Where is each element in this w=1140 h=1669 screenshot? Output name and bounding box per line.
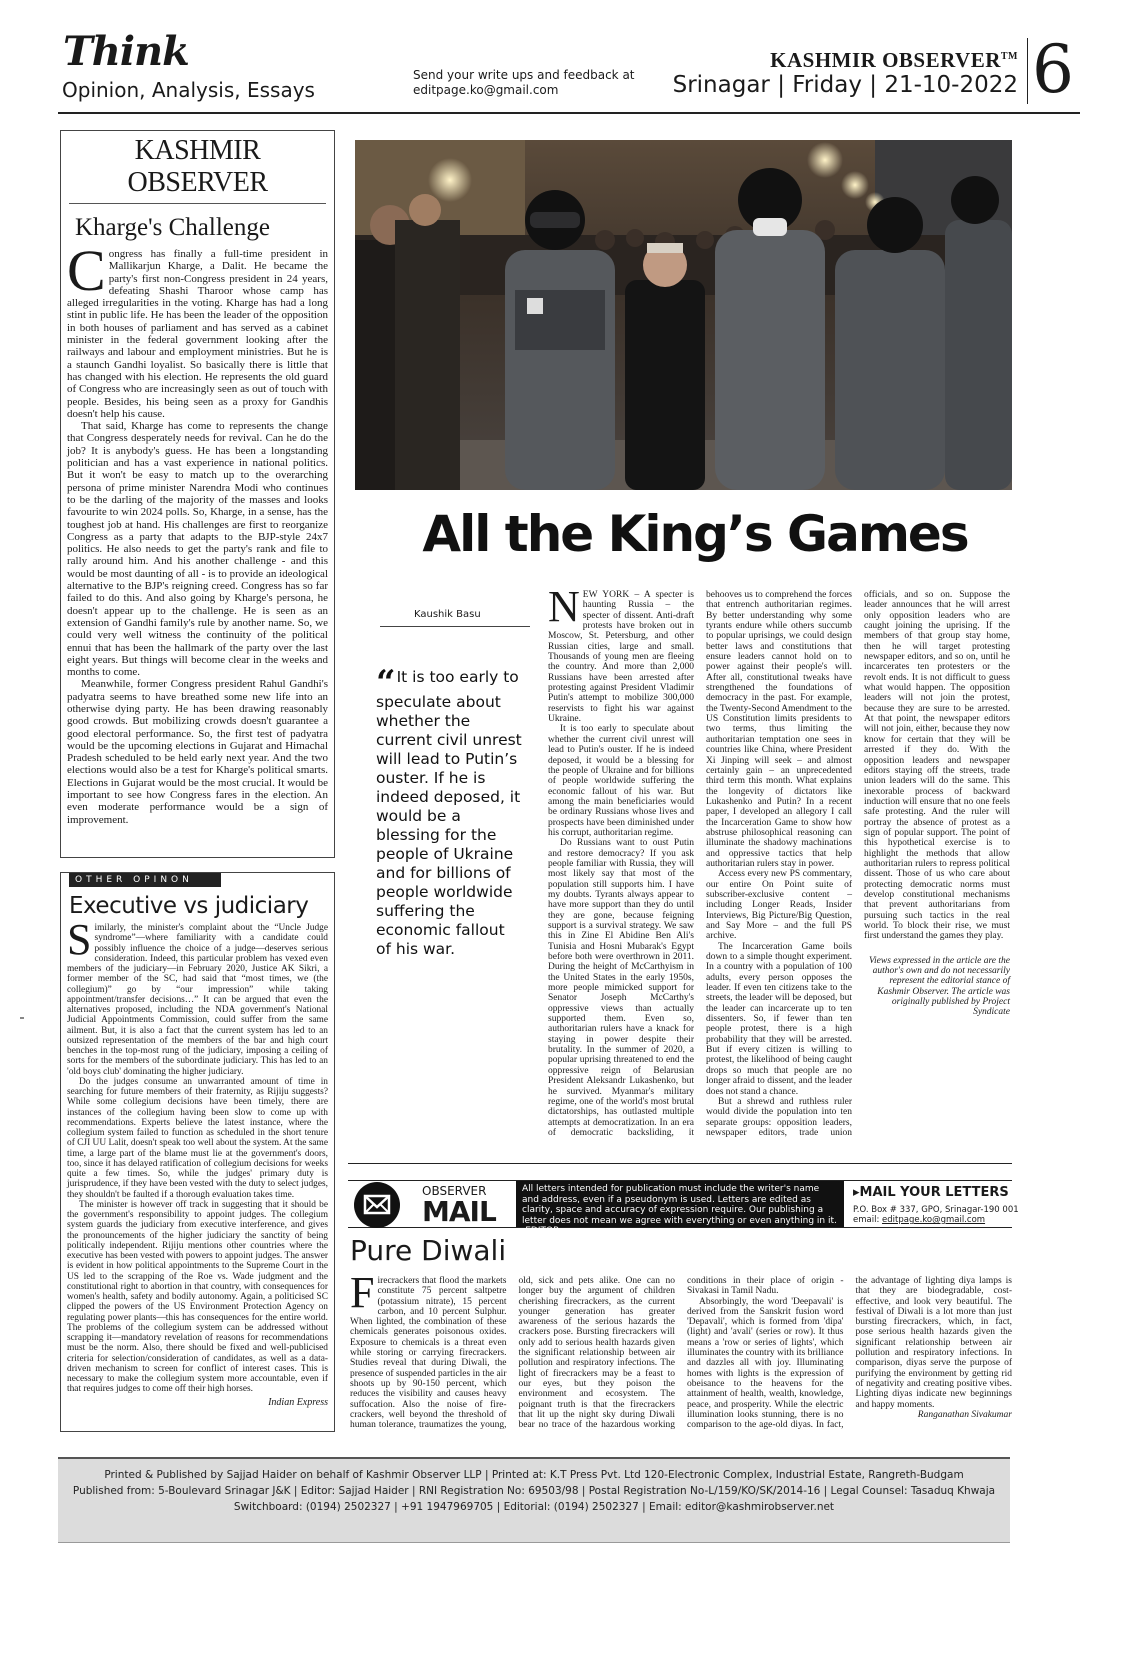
masthead [58,28,1080,114]
postal-address: P.O. Box # 337, GPO, Srinagar-190 001 [853,1205,1019,1215]
other-opinion-paragraph-text: imilarly, the minister's complaint about the “Uncle Judge syndrome”—where familiarity with a candidate could possibly influence the choice of a judge—deserves serious consideration. Indeed, this particular problem has vexed even members of the judiciary—in February 2020, Justice AK Sikri, a former member of the SC, had said that “most times, we (the collegium)” go by “our impression” while taking appointment/transfer decisions…” It can be argued that even the alternatives proposed, including the NDA government's National Judicial Appointments Commission, could suffer from the same ailment. But, it is also a fact that the current system has led to an outsized representation of the members of the bar and high court benches in the top-most rung of the judiciary, imposing a ceiling of sorts for the members of the subordinate judiciary. This has led to an 'old boys club' dominating the higher judiciary. [67,923,328,1077]
quote-mark-icon: “ [376,663,396,703]
letter-author: Ranganathan Sivakumar [917,1409,1012,1420]
imprint-footer [58,1457,1010,1543]
editorial-paragraph [67,238,328,420]
margin-mark [20,1017,24,1019]
letter-paragraph: Absorbingly, the word 'Deepavali' is derived from the Sanskrit fusion word 'Depavali', which is formed from 'dipa' (light) and 'avali' (series or row). It thus means a 'row or series of lights', which illuminates the country with its brilliance and dazzles all with joy. Illuminating homes with lights is the expression of obeisance to the heavens for the attainment of health, wealth, knowledge, peace, and prosperity. While the electric illumination looks stunning, there is no comparison to the age-old diyas. In fact, the advantage of lighting diya lamps is that they are biodegradable, cost-effective, and look very beautiful. The festival of Diwali is a lot more than just bursting firecrackers, which, in fact, pose serious health hazards given the significant relationship between air pollution and respiratory infections. In comparison, diyas serve the purpose of purifying the environment by getting rid of negativity and creating positive vibes. Lighting diyas indicate new beginnings and happy moments. [687,1276,1012,1431]
submission-email[interactable]: editpage.ko@gmail.com [413,83,559,97]
submission-note [413,68,635,98]
other-opinion-headline: Executive vs judiciary [69,893,309,919]
drop-cap: C [67,238,106,303]
article-paragraph: But a shrewd and ruthless ruler would divide the population into ten separate groups: opposition leaders, newspaper editors, trade union officials, and so on. Suppose the leader announces that he will arrest only opposition leaders who are caught joining the uprising. If the members of that group stay home, then he will target protesting newspaper editors, and so on, until he incarcerates ten protesters or the revolt ends. It is not difficult to guess what would happen. The opposition leaders will not join the protest, because they are sure to be arrested. At that point, the newspaper editors will not join, either, because they now know for certain that they will be arrested if they do. With the opposition leaders and newspaper editors staying off the streets, trade union leaders will do the same. This inexorable process of backward induction will ensure that no one feels safe protesting. And the ruler will portray the absence of protest as a sign of popular support. The point of this hypothetical exercise is to highlight the methods that allow authoritarian rulers to repress political dissent. Those of us who care about protecting democratic norms must develop constitutional mechanisms that prevent authoritarians from pursuing such tactics in the real world. To block their rise, we must first understand the games they play. [706,590,1010,1138]
editorial-box-title: KASHMIR OBSERVER [69,131,326,204]
mail-label: MAIL [422,1195,496,1228]
other-opinion-body [67,915,328,1395]
submission-text: Send your write ups and feedback at [413,68,635,82]
protest-photo [355,140,1012,490]
other-opinion-box [60,872,335,1432]
drop-cap: N [548,582,580,631]
email-label: email: [853,1215,880,1225]
editorial-headline: Kharge's Challenge [75,214,270,241]
imprint-line: Switchboard: (0194) 2502327 | +91 1947969705 | Editorial: (0194) 2502327 | Email: editor@kashmirobserver.net [233,1501,835,1513]
other-opinion-paragraph: The minister is however off track in suggesting that it should be the government's responsibility to appoint judges. The collegium system guards the judiciary from executive interference, and gives the pronouncements of the higher judiciary the sanctity of being politically independent. Rijiju mentions other countries where the executive has been vested with powers to appoint judges. The answer is evident in how political appointments to the Supreme Court in the US led to the scrapping of the Roe vs. Wade judgment and the constitutional right to abortion in that country, with consequences for women's health, safety and bodily autonomy. Again, a politicised SC clipped the powers of the US Environment Protection Agency on regulating power plants—this has consequences for the entire world. The problems of the collegium system can be addressed without scrapping it—mandatory revelation of reasons for recommendations must be the norm. Also, there should be fixed and well-publicised criteria for selection/consideration of candidates, as well as a data-driven mechanism to screen for conflict of interest cases. This is necessary to make the collegium system more accountable, even if that requires judges to come off their high horses. [67,1199,328,1395]
protest-photo-illustration [355,140,1012,490]
drop-cap: F [350,1268,375,1317]
editorial-body [67,238,328,826]
imprint-line: Published from: 5-Boulevard Srinagar J&K | Editor: Sajjad Haider | RNI Registration No: 69503/98 | Postal Registration No-L/159/KO/SK/2014-16 | Legal Counsel: Tasaduq Khwaja [72,1485,996,1497]
main-article-body [548,582,1010,1142]
article-paragraph: The Incarceration Game boils down to a simple thought experiment. In a country with a population of 100 adults, every person opposes the leader. If even ten citizens take to the streets, the leader will be deposed, but the leader can incarcerate up to ten dissenters. So, if fewer than ten people protest, there is a high probability that they will be arrested. But if every citizen is willing to protest, the likelihood of being caught drops so much that people are no longer afraid to dissent, and the leader does not stand a chance. [706,941,852,1097]
trademark-mark: TM [1000,51,1018,62]
article-paragraph-text: EW YORK – A specter is haunting Russia – the specter of dissent. Anti-draft protests have broken out in Moscow, St. Petersburg, and other Russian cities, large and small. Thousands of young men are fleeing the country. And more than 2,000 Russians have been arrested after protesting against President Vladimir Putin's attempt to mobilize 300,000 reservists to fight his war against Ukraine. [548,590,694,725]
envelope-icon [354,1182,400,1228]
letter-paragraph-text: irecrackers that flood the markets constitute 75 percent saltpetre (potassium nitrate), 15 percent carbon, and 10 percent Sulphur. When lighted, the combination of these chemicals generates poisonous oxides. Exposure to chemicals is a threat even while storing or carrying firecrackers. Studies reveal that during Diwali, the presence of suspended particles in the air shoots up by 90-150 percent, which reduces the visibility and causes heavy suffocation. Also the noise of fire-crackers, well beyond the threshold of human tolerance, traumatizes the young, old, sick and pets alike. One can no longer buy the argument of children cherishing firecrackers, as the current younger generation has greater awareness of the serious hazards the crackers pose. Bursting firecrackers will only add to serious health hazards given the significant relationship between air pollution and respiratory infections. The light of firecrackers may be a feast to our eyes, but they poison the environment and ecosystem. The poignant truth is that the firecrackers that lit up the night sky during Diwali bear no trace of the hazardous working conditions in their place of origin - Sivakasi in Tamil Nadu. [350,1276,844,1431]
byline: Kaushik Basu [380,605,530,627]
pull-quote-text: It is too early to speculate about whether the current civil unrest will lead to Putin’s ouster. If he is indeed deposed, it would be a blessing for the people of Ukraine and for billions of people worldwide suffering the economic fallout of his war. [376,668,522,958]
triangle-right-icon: ▸ [853,1185,860,1200]
editorial-paragraph: That said, Kharge has come to represents the change that Congress desperately needs for revival. Can he do the job? It is anybody's guess. He has been a longstanding politician and has a vast experience in national politics. But it won't be easy to match up to the overarching persona of prime minister Narendra Modi who continues to be the darling of the majority of the masses and looks favourite to win 2024 polls. So, Kharge, in a sense, has the toughest job at hand. His challenges are first to reorganize Congress as a party that adapts to the BJP-style 24x7 politics. He also needs to get the party's rank and file to rally around him. And his another challenge - and this would be most daunting of all - is to provide an ideological alternative to the BJP's reigning creed. Congress has so far failed to do this. And also going by Kharge's persona, he doesn't appear up to the challenge. He is seen as an extension of Gandhi family's rule by another name. So, we could very well witness the continuity of the political ennui that has been the hallmark of the party over the last eight years. But things will become clear in the weeks and months to come. [67,420,328,679]
article-paragraph: Do Russians want to oust Putin and restore democracy? If you ask people familiar with Russia, they will most likely say that most of the population still supports him. I have my doubts. Tyrants always appear to have more support than they do until they are gone, because feigning support is a survival strategy. We saw this in Zine El Abidine Ben Ali's Tunisia and Hosni Mubarak's Egypt before both were overthrown in 2011. During the height of McCarthyism in the United States in the early 1950s, more people mimicked support for Senator Joseph McCarthy's oppressive views than actually supported them. Even so, authoritarian rulers have a knack for staying in power despite their brutality. In the summer of 2020, a popular uprising threatened to end the oppressive reign of Belarusian President Aleksandr Lukashenko, but he survived. Myanmar's military regime, one of the world's most brutal dictatorships, has outlasted multiple attempts at democratization. In an era of democratic backsliding, it behooves us to comprehend the forces that entrench authoritarian regimes. By better understanding why some tyrants endure while others succumb to popular uprisings, we could design better laws and constitutions that ensure leaders cannot hold on to power against their people's will. After all, constitutional tweaks have strengthened the foundations of democracy in the past. For example, the Twenty-Second Amendment to the US Constitution limits presidents to two terms, thus limiting the authoritarian temptation one sees in countries like China, where President Xi Jinping will seek – and almost certainly gain – an unprecedented third term this month. What explains the longevity of dictators like Lukashenko and Putin? In a recent paper, I developed an allegory I call the Incarceration Game to show how abstruse philosophical reasoning can illuminate the shadowy machinations and oppressive tactics that help authoritarian rulers stay in power. [548,590,852,1138]
paper-name [770,48,1018,73]
editorial-box [60,130,335,858]
section-divider [348,1163,1012,1164]
observer-label: OBSERVER [422,1184,487,1198]
section-subtitle: Opinion, Analysis, Essays [62,78,315,102]
page-number: 6 [1032,31,1074,108]
dateline: Srinagar | Friday | 21-10-2022 [672,72,1018,98]
other-opinion-label: OTHER OPINON [69,873,221,887]
letters-policy-note: All letters intended for publication must include the writer's name and address, even if a pseudonym is used. Letters are edited as clarity, space and accuracy of expression require. Our publishing a letter does not mean we agree with everything or even anything in it. -EDITOR [516,1181,844,1227]
mail-address [853,1205,1019,1225]
letter-body [350,1268,1012,1431]
section-title: Think [63,28,189,75]
article-paragraph: It is too early to speculate about whether the current civil unrest will lead to Putin's ouster. If he is indeed deposed, it would be a blessing for the people of Ukraine and for billions of people worldwide suffering the economic fallout of his war. But among the main beneficiaries would be ordinary Russians whose lives and prospects have been diminished under his corrupt, authoritarian regime. [548,724,694,838]
paper-name-text: KASHMIR OBSERVER [770,48,1001,72]
other-opinion-source: Indian Express [268,1396,328,1408]
article-paragraph [548,582,694,725]
editorial-paragraph: Meanwhile, former Congress president Rahul Gandhi's padyatra seems to have breathed some new life into an otherwise dying party. He has been drawing reasonably good crowds. But mobilizing crowds doesn't guarantee a good electoral performance. So, the first test of padyatra would be the upcoming elections in Gujarat and Himachal Pradesh scheduled to be held early next year. And the two elections would also be a test for Kharge's political smarts. Elections in Gujarat would be the most crucial. It would be important to see how Congress fares in the election. An even moderate performance would be a sign of improvement. [67,678,328,826]
mail-email-line [853,1215,1019,1225]
article-paragraph: Access every new PS commentary, our entire On Point suite of subscriber-exclusive content – including Longer Reads, Insider Interviews, Big Picture/Big Question, and Say More – and the full PS archive. [706,869,852,942]
pull-quote [376,663,524,959]
views-disclaimer: Views expressed in the article are the author's own and do not necessarily represent the editorial stance of Kashmir Observer. The article was originally published by Project Syndicate [868,955,1010,1018]
main-headline: All the King’s Games [422,505,968,563]
page-number-divider [1027,38,1028,104]
mail-your-letters-text: MAIL YOUR LETTERS [859,1185,1009,1200]
editorial-paragraph-text: ongress has finally a full-time president in Mallikarjun Kharge, a Dalit. He became the party's first non-Congress president in 24 years, defeating Shashi Tharoor whose camp has alleged irregularities in the voting. Kharge has had a long stint in public life. He has been the leader of the opposition in both houses of parliament and has served as a cabinet minister in the federal government looking after the railways and labour and employment ministries. But he is a staunch Gandhi loyalist. So basically there is little that has changed with his election. He represents the old guard of Congress who are increasingly seen as out of touch with people. Besides, his being seen as a proxy for Gandhis doesn't help his cause. [67,248,328,420]
observer-mail-banner [348,1180,1019,1236]
other-opinion-paragraph: Do the judges consume an unwarranted amount of time in searching for future members of their fraternity, as Rijiju suggests? While some collegium decisions have been timely, there are instances of the collegium having been slow to come up with recommendations. Experts believe the latest instance, where the collegium system failed to function as scheduled in the short tenure of CJI UU Lalit, doesn't speak too well about the system. At the same time, a large part of the blame must lie at the government's doors, too, since it has delayed ratification of collegium decisions for weeks quite a few times. So, while the judges' primary duty is jurisprudence, if they have been vested with the duty to select judges, they shouldn't be faulted if a thorough evaluation takes time. [67,1076,328,1200]
other-opinion-paragraph [67,915,328,1077]
mail-your-letters [853,1185,1009,1200]
letter-headline: Pure Diwali [350,1234,507,1267]
imprint-line: Printed & Published by Sajjad Haider on behalf of Kashmir Observer LLP | Printed at: K.T Press Pvt. Ltd 120-Electronic Complex, Industrial Estate, Rangreth-Budgam [104,1469,964,1481]
mail-email-link[interactable]: editpage.ko@gmail.com [882,1215,986,1225]
drop-cap: S [67,915,92,964]
